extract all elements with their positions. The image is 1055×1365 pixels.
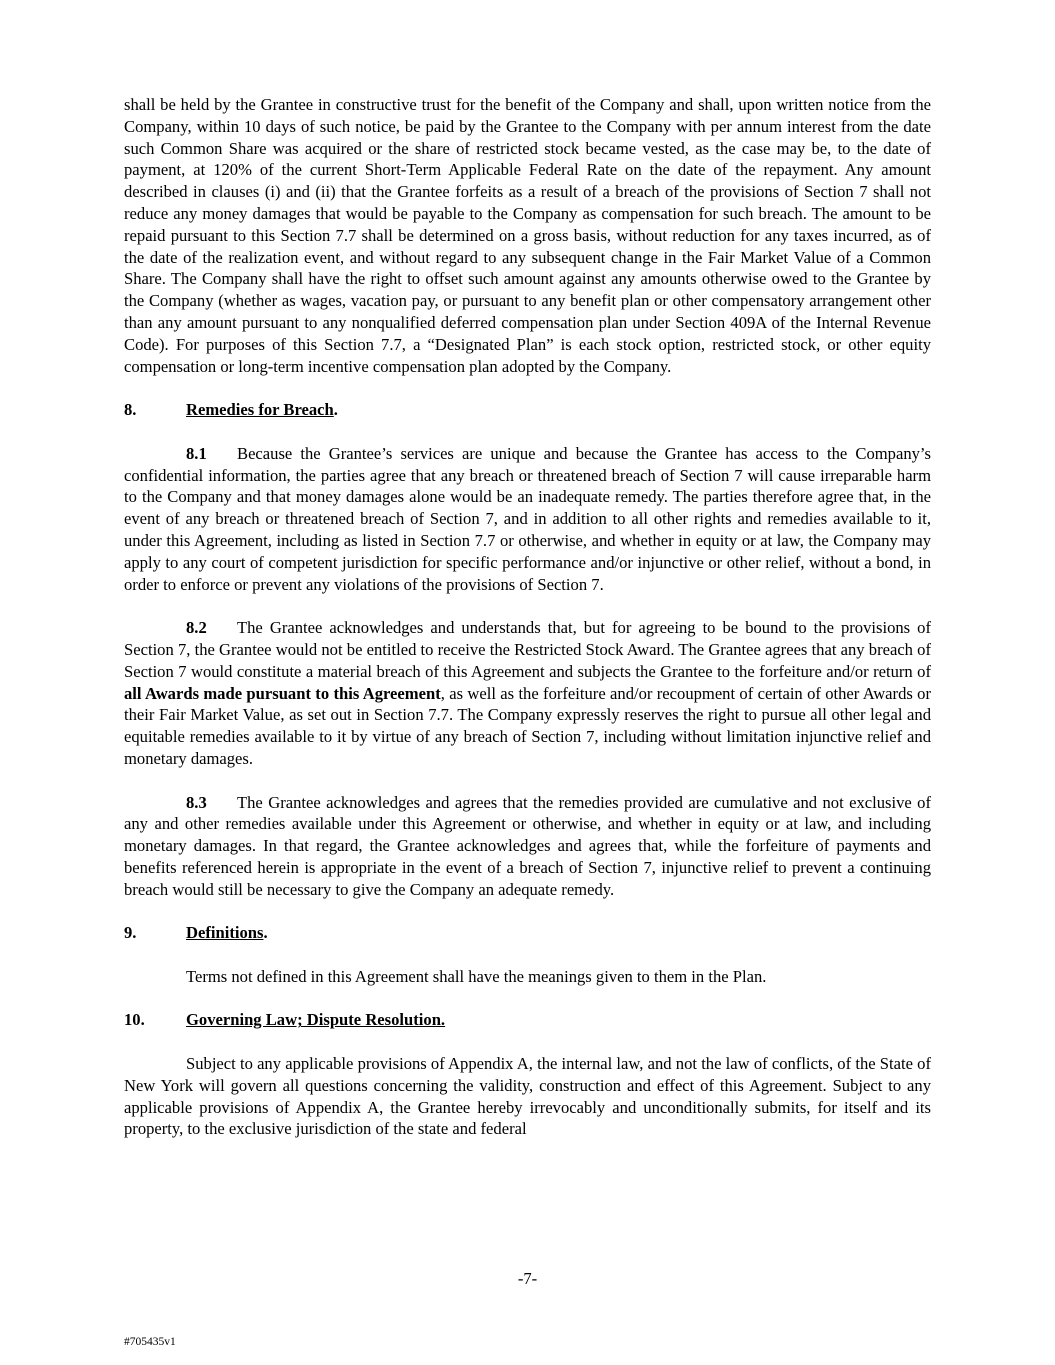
section-8-title: Remedies for Breach <box>186 400 334 420</box>
section-10-heading <box>124 1009 931 1031</box>
page-number: -7- <box>517 1269 538 1288</box>
bold-awards-phrase: all Awards made pursuant to this Agreement <box>124 683 441 703</box>
section-8-1-number: 8.1 <box>186 443 207 463</box>
section-9-heading: 9. Definitions. <box>124 923 268 943</box>
section-10-paragraph: Subject to any applicable provisions of Appendix A, the internal law, and not the law of conflicts, of the State of New York will govern all questions concerning the validity, construction and effect of this Agreement. Subject to any applicable provisions of Appendix A, the Grantee hereby irrevocably and unconditionally submits, for itself and its property, to the exclusive jurisdiction of the state and federal <box>124 1054 931 1139</box>
section-8-1-paragraph: 8.1 Because the Grantee’s services are unique and because the Grantee has access to the Company’s confidential information, the parties agree that any breach or threatened breach of Section 7 will cause irreparable harm to the Company and that money damages alone would be an inadequate remedy. The parties therefore agree that, in the event of any breach or threatened breach of Section 7, and in addition to all other rights and remedies available to it, under this Agreement, including as listed in Section 7.7 or otherwise, and whether in equity or at law, the Company may apply to any court of competent jurisdiction for specific performance and/or injunctive or other relief, without a bond, in order to enforce or prevent any violations of the provisions of Section 7. <box>124 443 931 594</box>
section-8-2-paragraph: 8.2 The Grantee acknowledges and understands that, but for agreeing to be bound to the provisions of Section 7, the Grantee would not be entitled to receive the Restricted Stock Award. The Grantee agrees that any breach of Section 7 would constitute a material breach of this Agreement and subjects the Grantee to the forfeiture and/or return of all Awards made pursuant to this Agreement, as well as the forfeiture and/or recoupment of certain of other Awards or their Fair Market Value, as set out in Section 7.7. The Company expressly reserves the right to pursue all other legal and equitable remedies available to it by virtue of any breach of Section 7, including without limitation injunctive relief and monetary damages. <box>124 618 931 768</box>
section-10-number: 10. <box>124 1010 145 1030</box>
section-8-heading: 8. Remedies for Breach. <box>124 400 338 420</box>
section-9-number: 9. <box>124 923 137 943</box>
section-8-2-number: 8.2 <box>186 618 207 638</box>
section-8-3-number: 8.3 <box>186 792 207 812</box>
section-8-3-paragraph: 8.3 The Grantee acknowledges and agrees that the remedies provided are cumulative and not exclusive of any and other remedies available under this Agreement or otherwise, and whether in equity or at law, and including monetary damages. In that regard, the Grantee acknowledges and agrees that, while the forfeiture of payments and benefits referenced herein is appropriate in the event of a breach of Section 7, injunctive relief to prevent a continuing breach would still be necessary to give the Company an adequate remedy. <box>124 792 931 899</box>
section-8-number: 8. <box>124 400 137 420</box>
document-id: #705435v1 <box>124 1336 176 1348</box>
intro-paragraph: shall be held by the Grantee in constructive trust for the benefit of the Company and shall, upon written notice from the Company, within 10 days of such notice, be paid by the Grantee to the Company with per annum interest from the date such Common Share was acquired or the share of restricted stock became vested, as the case may be, to the date of payment, at 120% of the current Short-Term Applicable Federal Rate on the date of the repayment. Any amount described in clauses (i) and (ii) that the Grantee forfeits as a result of a breach of the provisions of Section 7 shall not reduce any money damages that would be payable to the Company as compensation for such breach. The amount to be repaid pursuant to this Section 7.7 shall be determined on a gross basis, without reduction for any taxes incurred, as of the date of the realization event, and without regard to any subsequent change in the Fair Market Value of a Common Share. The Company shall have the right to offset such amount against any amounts otherwise owed to the Grantee by the Company (whether as wages, vacation pay, or pursuant to any benefit plan or other compensatory arrangement other than any amount pursuant to any nonqualified deferred compensation plan under Section 409A of the Internal Revenue Code). For purposes of this Section 7.7, a “Designated Plan” is each stock option, restricted stock, or other equity compensation or long-term incentive compensation plan adopted by the Company. <box>124 95 931 376</box>
section-10-title: Governing Law; Dispute Resolution. <box>186 1010 446 1030</box>
section-9-paragraph: Terms not defined in this Agreement shall have the meanings given to them in the Plan. <box>186 966 767 986</box>
section-9-title: Definitions <box>186 923 264 943</box>
document-body <box>124 94 931 1140</box>
